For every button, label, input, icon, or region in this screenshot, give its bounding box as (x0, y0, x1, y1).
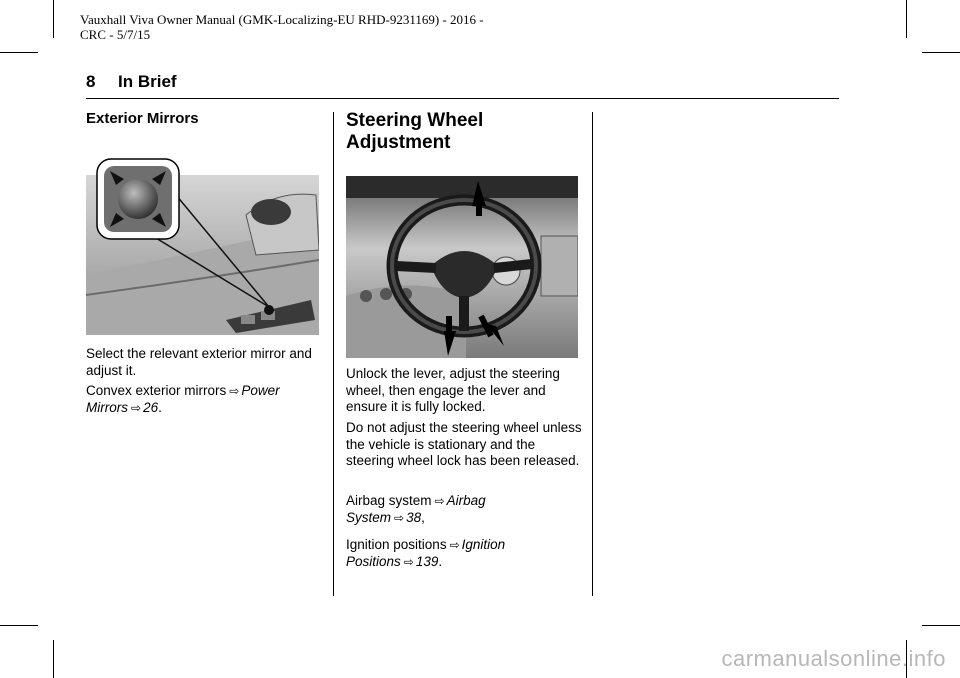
ref-title[interactable]: Power (241, 383, 280, 398)
punctuation: . (438, 553, 443, 569)
mirror-control-illustration (86, 155, 319, 335)
document-header-line-1: Vauxhall Viva Owner Manual (GMK-Localizing-EU RHD-9231169) - 2016 - (80, 12, 484, 27)
crop-mark (922, 625, 960, 626)
ref-prefix: Airbag system (346, 493, 432, 508)
crop-mark (922, 52, 960, 53)
crop-mark (53, 640, 54, 678)
crop-mark (53, 0, 54, 38)
page-reference-icon: ⇨ (403, 554, 414, 569)
section-title: In Brief (118, 72, 177, 91)
header-rule (86, 98, 839, 99)
page-reference-icon: ⇨ (131, 400, 142, 415)
ref-page-number[interactable]: 38 (406, 509, 422, 525)
page-reference-icon: ⇨ (229, 384, 240, 398)
page-reference-icon: ⇨ (434, 494, 445, 508)
ref-title[interactable]: Ignition (461, 537, 506, 552)
ref-page-number[interactable]: 139 (415, 553, 439, 569)
ref-title[interactable]: Airbag (446, 493, 486, 508)
column-divider (592, 112, 593, 596)
mirrors-instruction: Select the relevant exterior mirror and adjust it. (86, 346, 312, 378)
mirrors-cross-reference (86, 383, 321, 416)
ref-prefix: Ignition positions (346, 537, 447, 552)
punctuation: . (158, 399, 162, 415)
crop-mark (0, 625, 38, 626)
column-divider (333, 112, 334, 596)
crop-mark (906, 0, 907, 38)
steering-wheel-illustration (346, 176, 578, 358)
steering-heading: Steering Wheel Adjustment (346, 110, 484, 153)
ref-title[interactable]: System (346, 509, 392, 525)
ref-prefix: Convex exterior mirrors (86, 383, 227, 398)
page-number: 8 (86, 72, 96, 91)
ignition-cross-reference (346, 537, 582, 570)
ref-page-number[interactable]: 26 (143, 399, 159, 415)
document-header-line-2: CRC - 5/7/15 (80, 27, 151, 42)
ref-title[interactable]: Mirrors (86, 399, 128, 415)
airbag-cross-reference (346, 493, 582, 526)
punctuation: , (421, 509, 425, 525)
page-reference-icon: ⇨ (449, 538, 460, 552)
steering-instruction: Unlock the lever, adjust the steering wheel, then engage the lever and ensure it is fully locked. (346, 366, 560, 414)
mirrors-heading: Exterior Mirrors (86, 110, 199, 127)
watermark[interactable]: carmanualsonline.info (721, 646, 946, 671)
steering-warning: Do not adjust the steering wheel unless the vehicle is stationary and the steering wheel lock has been released. (346, 420, 582, 468)
crop-mark (0, 52, 38, 53)
ref-title[interactable]: Positions (346, 553, 401, 569)
page-reference-icon: ⇨ (394, 510, 405, 525)
